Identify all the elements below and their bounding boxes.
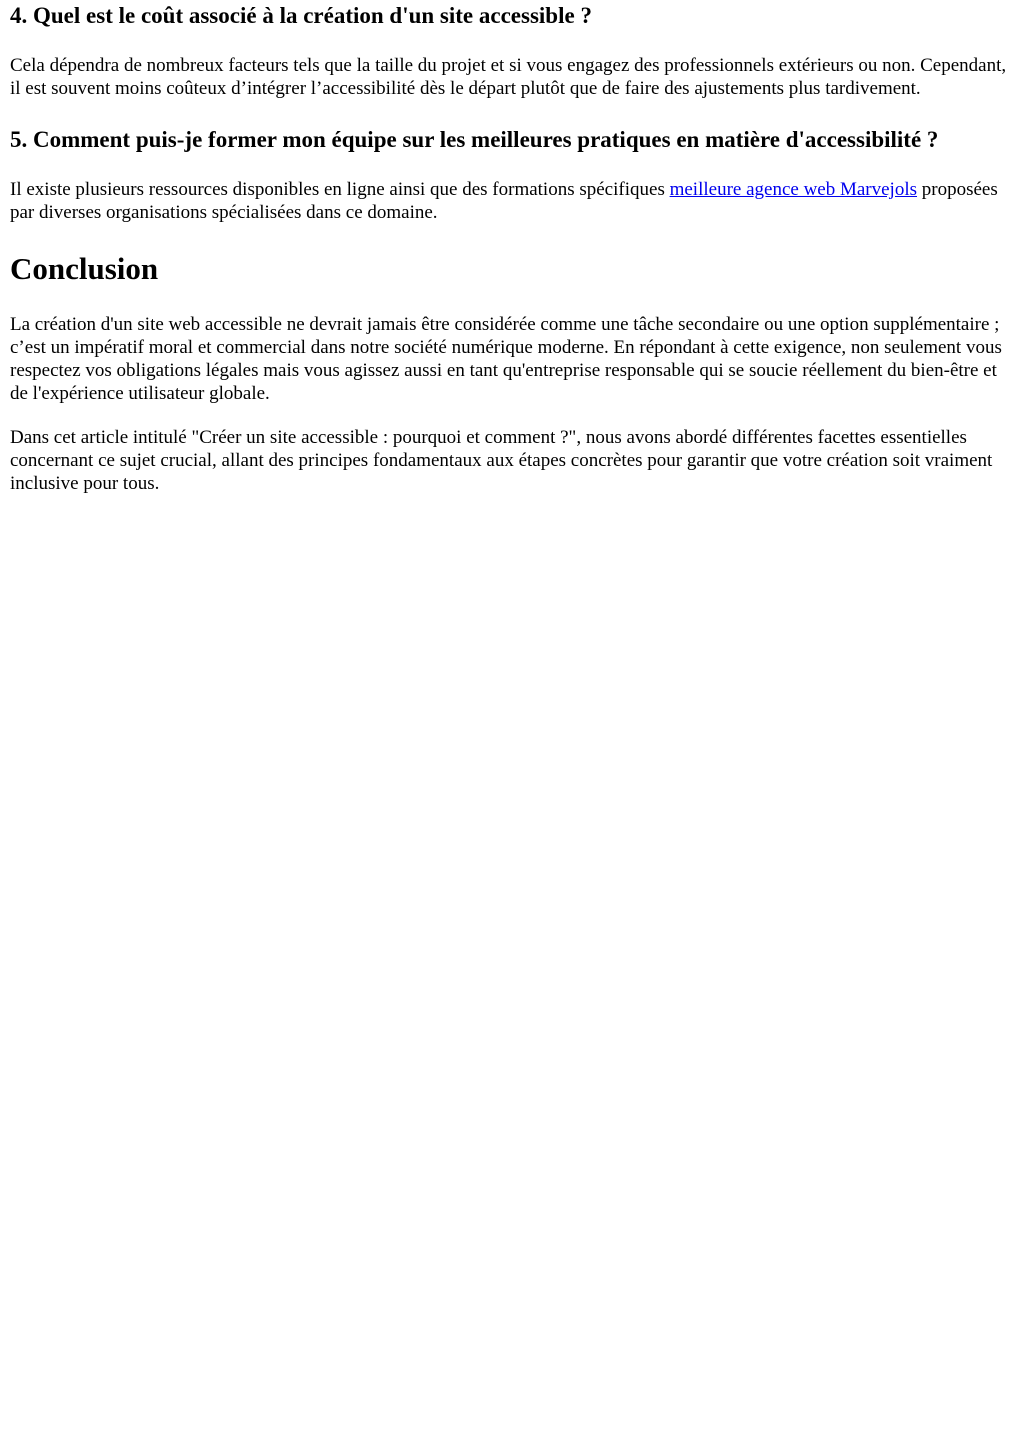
agency-link[interactable]: meilleure agence web Marvejols bbox=[669, 179, 918, 200]
conclusion-paragraph-1: La création d'un site web accessible ne devrait jamais être considérée comme une tâche secondaire ou une option supplémentaire ; c’est un impératif moral et commercial dans notre société numérique moderne. En répondant à cette exigence, non seulement vous respectez vos obligations légales mais vous agissez aussi en tant qu'entreprise responsable qui se soucie réellement du bien-être et de l'expérience utilisateur globale. bbox=[10, 314, 1002, 404]
faq-answer-4: Cela dépendra de nombreux facteurs tels que la taille du projet et si vous engagez des professionnels extérieurs ou non. Cependant, il est souvent moins coûteux d’intégrer l’accessibilité dès le départ plutôt que de faire des ajustements plus tardivement. bbox=[10, 55, 1007, 99]
faq-question-5-heading: 5. Comment puis-je former mon équipe sur les meilleures pratiques en matière d'accessibilité ? bbox=[10, 127, 939, 152]
faq-answer-5-text-before: Il existe plusieurs ressources disponibles en ligne ainsi que des formations spécifiques bbox=[10, 179, 670, 200]
faq-answer-5 bbox=[10, 178, 1014, 224]
article-page bbox=[0, 0, 1024, 495]
conclusion-heading: Conclusion bbox=[10, 251, 159, 286]
conclusion-paragraph-2: Dans cet article intitulé "Créer un site accessible : pourquoi et comment ?", nous avons abordé différentes facettes essentielles concernant ce sujet crucial, allant des principes fondamentaux aux étapes concrètes pour garantir que votre création soit vraiment inclusive pour tous. bbox=[10, 427, 993, 494]
faq-answer-5-text-after: proposées par diverses organisations spécialisées dans ce domaine. bbox=[10, 179, 998, 223]
faq-question-4-heading: 4. Quel est le coût associé à la création d'un site accessible ? bbox=[10, 3, 592, 28]
